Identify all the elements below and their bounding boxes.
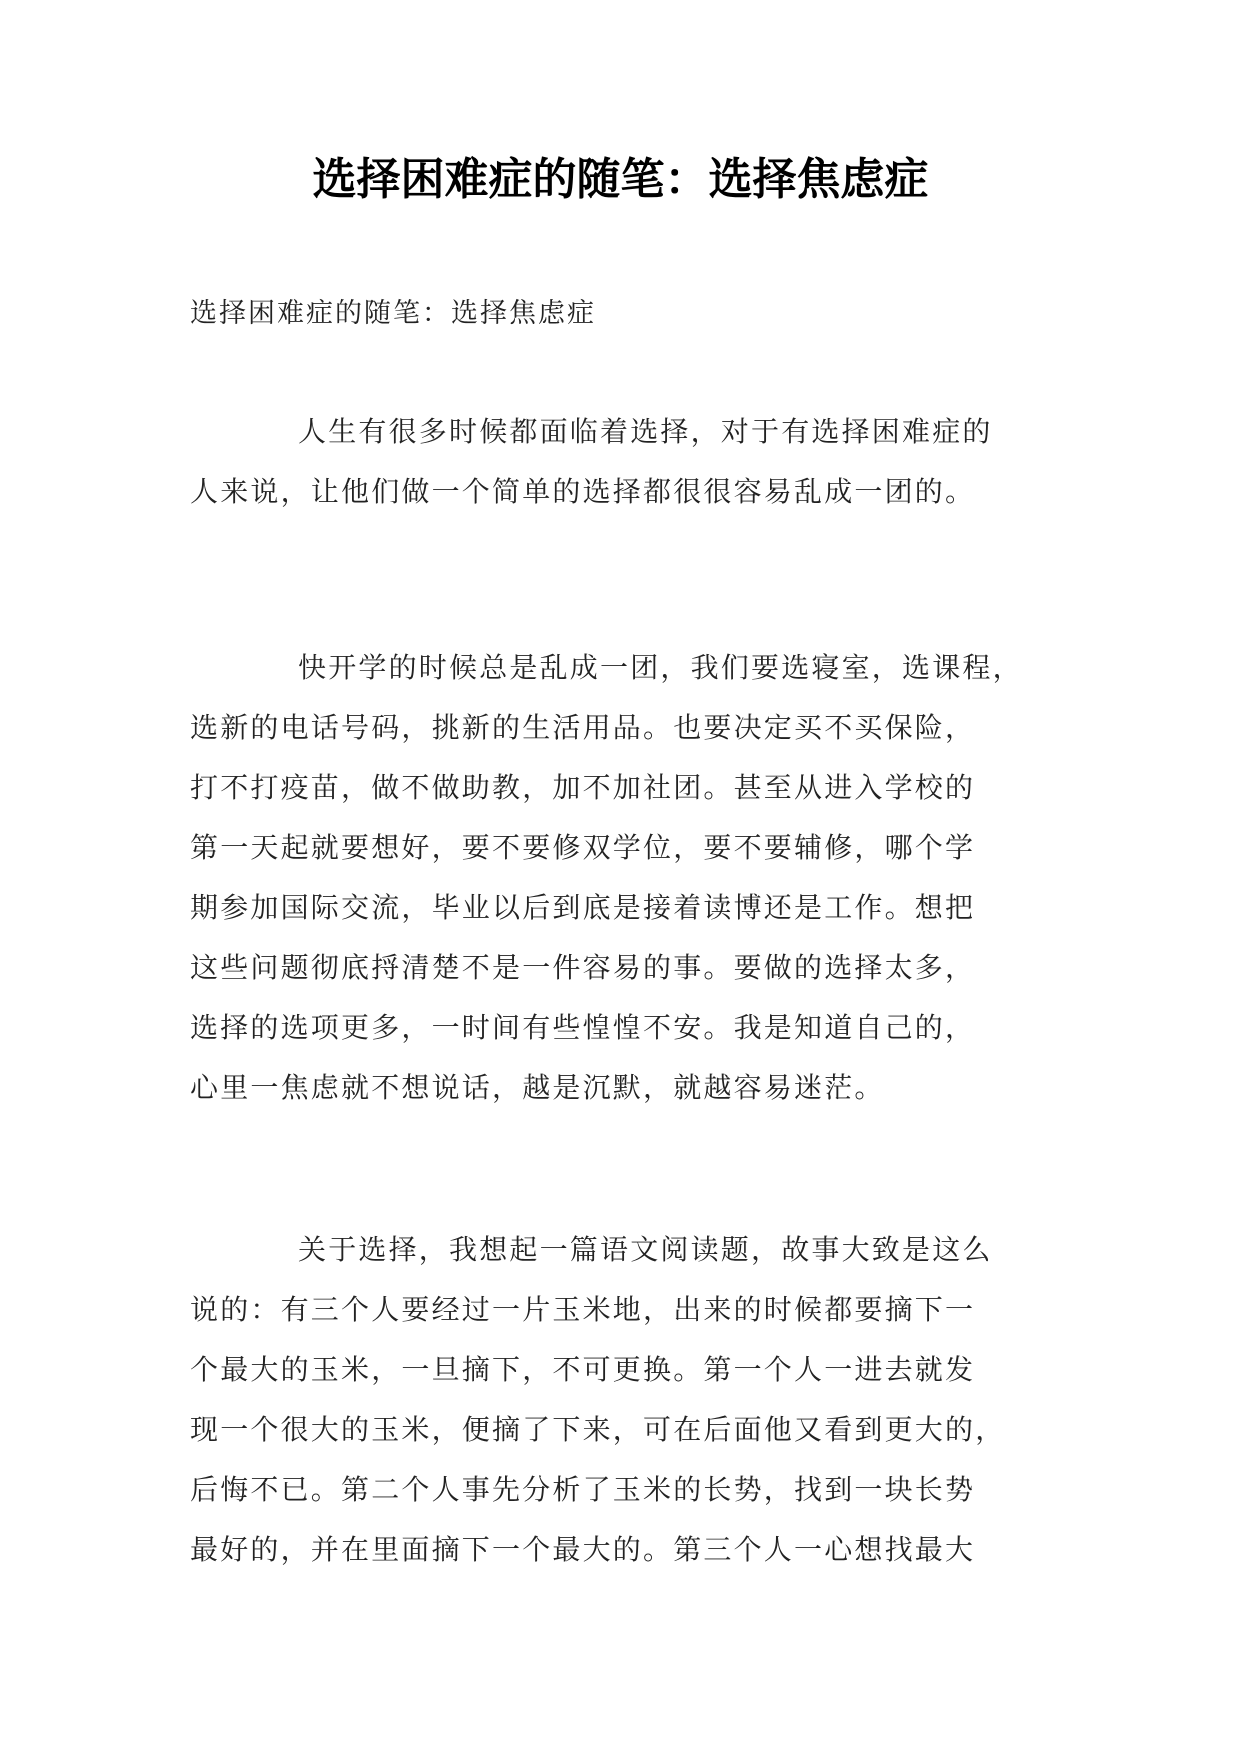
- document-title: 选择困难症的随笔：选择焦虑症: [312, 154, 929, 205]
- paragraph-line: 现一个很大的玉米，便摘了下来，可在后面他又看到更大的，: [190, 1413, 1006, 1446]
- paragraph-line: 快开学的时候总是乱成一团，我们要选寝室，选课程，: [298, 651, 1023, 684]
- paragraph-line: 打不打疫苗，做不做助教，加不加社团。甚至从进入学校的: [190, 771, 976, 804]
- paragraph-1: [190, 402, 1070, 522]
- document-subtitle: 选择困难症的随笔：选择焦虑症: [190, 298, 596, 329]
- paragraph-2: [190, 638, 1070, 1118]
- paragraph-line: 最好的，并在里面摘下一个最大的。第三个人一心想找最大: [190, 1533, 976, 1566]
- paragraph-line: 选择的选项更多，一时间有些惶惶不安。我是知道自己的，: [190, 1011, 976, 1044]
- paragraph-line: 个最大的玉米，一旦摘下，不可更换。第一个人一进去就发: [190, 1353, 976, 1386]
- paragraph-line: 选新的电话号码，挑新的生活用品。也要决定买不买保险，: [190, 711, 976, 744]
- paragraph-line: 关于选择，我想起一篇语文阅读题，故事大致是这么: [298, 1233, 993, 1266]
- paragraph-3: [190, 1220, 1070, 1580]
- paragraph-line: 说的：有三个人要经过一片玉米地，出来的时候都要摘下一: [190, 1293, 976, 1326]
- paragraph-line: 后悔不已。第二个人事先分析了玉米的长势，找到一块长势: [190, 1473, 976, 1506]
- paragraph-line: 人来说，让他们做一个简单的选择都很很容易乱成一团的。: [190, 475, 976, 508]
- paragraph-line: 这些问题彻底捋清楚不是一件容易的事。要做的选择太多，: [190, 951, 976, 984]
- paragraph-line: 人生有很多时候都面临着选择，对于有选择困难症的: [298, 415, 993, 448]
- paragraph-line: 第一天起就要想好，要不要修双学位，要不要辅修，哪个学: [190, 831, 976, 864]
- paragraph-line: 期参加国际交流，毕业以后到底是接着读博还是工作。想把: [190, 891, 976, 924]
- paragraph-line: 心里一焦虑就不想说话，越是沉默，就越容易迷茫。: [190, 1071, 885, 1104]
